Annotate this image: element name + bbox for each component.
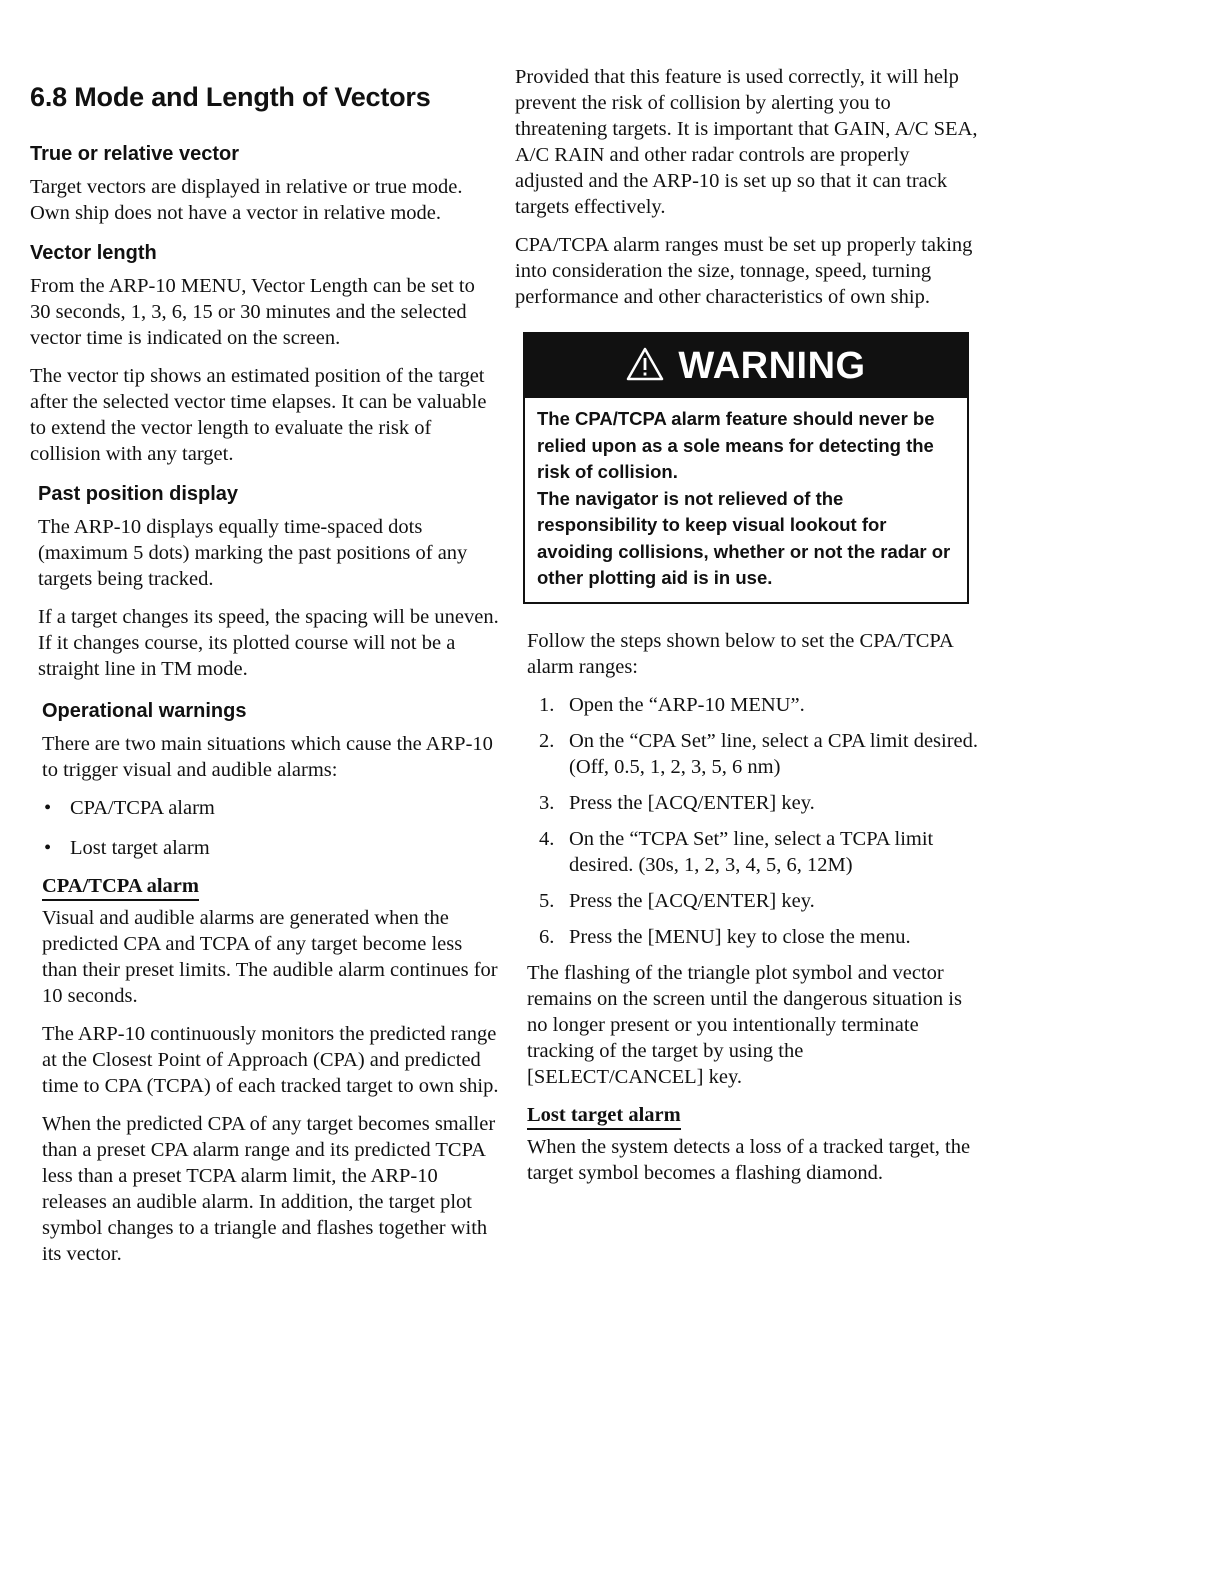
after-steps-paragraph: The flashing of the triangle plot symbol and vector remains on the screen until the dangerous situation is no longer present or you intentionally terminate tracking of the target by using the [SELECT/CANCEL] key. — [527, 961, 962, 1088]
step-item: 1. Open the “ARP-10 MENU”. — [539, 693, 805, 716]
vector-length-paragraph-2: The vector tip shows an estimated position of the target after the selected vector time elapses. It can be valuable to extend the vector length to evaluate the risk of collision with any target. — [30, 365, 487, 465]
step-item: 3. Press the [ACQ/ENTER] key. — [539, 791, 815, 814]
vector-length-paragraph-1: From the ARP-10 MENU, Vector Length can be set to 30 seconds, 1, 3, 6, 15 or 30 minutes and the selected vector time is indicated on the screen. — [30, 275, 475, 349]
right-intro-paragraph-1: Provided that this feature is used correctly, it will help prevent the risk of collision by alerting you to threatening targets. It is important that GAIN, A/C SEA, A/C RAIN and other radar controls are properly adjusted and the ARP-10 is set up so that it can track targets effectively. — [515, 66, 978, 218]
step-item: 4. On the “TCPA Set” line, select a TCPA limit desired. (30s, 1, 2, 3, 4, 5, 6, 12M) — [539, 827, 934, 876]
operational-intro: There are two main situations which cause the ARP-10 to trigger visual and audible alarms: — [42, 733, 493, 781]
operational-warnings-heading: Operational warnings — [42, 700, 247, 722]
step-item: 6. Press the [MENU] key to close the menu. — [539, 925, 911, 948]
vector-length-heading: Vector length — [30, 242, 157, 264]
bullet-dot: • — [44, 837, 52, 859]
left-column — [30, 72, 500, 1279]
step-item: 5. Press the [ACQ/ENTER] key. — [539, 889, 815, 912]
cpa-tcpa-paragraph-3: When the predicted CPA of any target becomes smaller than a preset CPA alarm range and its predicted TCPA less than a preset TCPA alarm limit, the ARP-10 releases an audible alarm. In addition, the target plot symbol changes to a triangle and flashes together with its vector. — [42, 1113, 496, 1265]
list-item: • Lost target alarm — [44, 837, 210, 859]
section-title: 6.8 Mode and Length of Vectors — [30, 82, 431, 112]
list-item: • CPA/TCPA alarm — [44, 797, 215, 819]
step-item: 2. On the “CPA Set” line, select a CPA limit desired. (Off, 0.5, 1, 2, 3, 5, 6 nm) — [539, 729, 979, 778]
lost-target-heading: Lost target alarm — [527, 1104, 681, 1130]
warning-line-2: The navigator is not relieved of the responsibility to keep visual lookout for avoiding collisions, whether or not the radar or other plotting aid is in use. — [537, 487, 951, 588]
warning-title: WARNING — [678, 345, 866, 387]
steps-intro: Follow the steps shown below to set the CPA/TCPA alarm ranges: — [527, 629, 953, 678]
true-relative-paragraph: Target vectors are displayed in relative or true mode. Own ship does not have a vector in relative mode. — [30, 176, 463, 224]
warning-line-1: The CPA/TCPA alarm feature should never be relied upon as a sole means for detecting the risk of collision. — [537, 408, 935, 482]
warning-body — [525, 398, 967, 602]
right-column — [515, 64, 980, 1198]
cpa-tcpa-paragraph-2: The ARP-10 continuously monitors the predicted range at the Closest Point of Approach (CPA) and predicted time to CPA (TCPA) of each tracked target to own ship. — [42, 1023, 499, 1097]
warning-header — [525, 334, 967, 398]
warning-triangle-icon — [626, 347, 664, 381]
true-relative-heading: True or relative vector — [30, 143, 239, 165]
right-intro-paragraph-2: CPA/TCPA alarm ranges must be set up properly taking into consideration the size, tonnage, speed, turning performance and other characteristics of own ship. — [515, 234, 973, 308]
cpa-tcpa-heading: CPA/TCPA alarm — [42, 875, 199, 901]
warning-box — [523, 332, 969, 604]
bullet-dot: • — [44, 797, 52, 819]
lost-target-paragraph: When the system detects a loss of a tracked target, the target symbol becomes a flashing diamond. — [527, 1135, 971, 1184]
steps-list — [539, 692, 980, 950]
past-position-paragraph-1: The ARP-10 displays equally time-spaced dots (maximum 5 dots) marking the past positions of any targets being tracked. — [38, 516, 468, 590]
past-position-paragraph-2: If a target changes its speed, the spacing will be uneven. If it changes course, its plotted course will not be a straight line in TM mode. — [38, 606, 499, 680]
cpa-tcpa-paragraph-1: Visual and audible alarms are generated when the predicted CPA and TCPA of any target become less than their preset limits. The audible alarm continues for 10 seconds. — [42, 907, 498, 1007]
alarm-list — [42, 795, 500, 861]
past-position-heading: Past position display — [38, 483, 239, 505]
